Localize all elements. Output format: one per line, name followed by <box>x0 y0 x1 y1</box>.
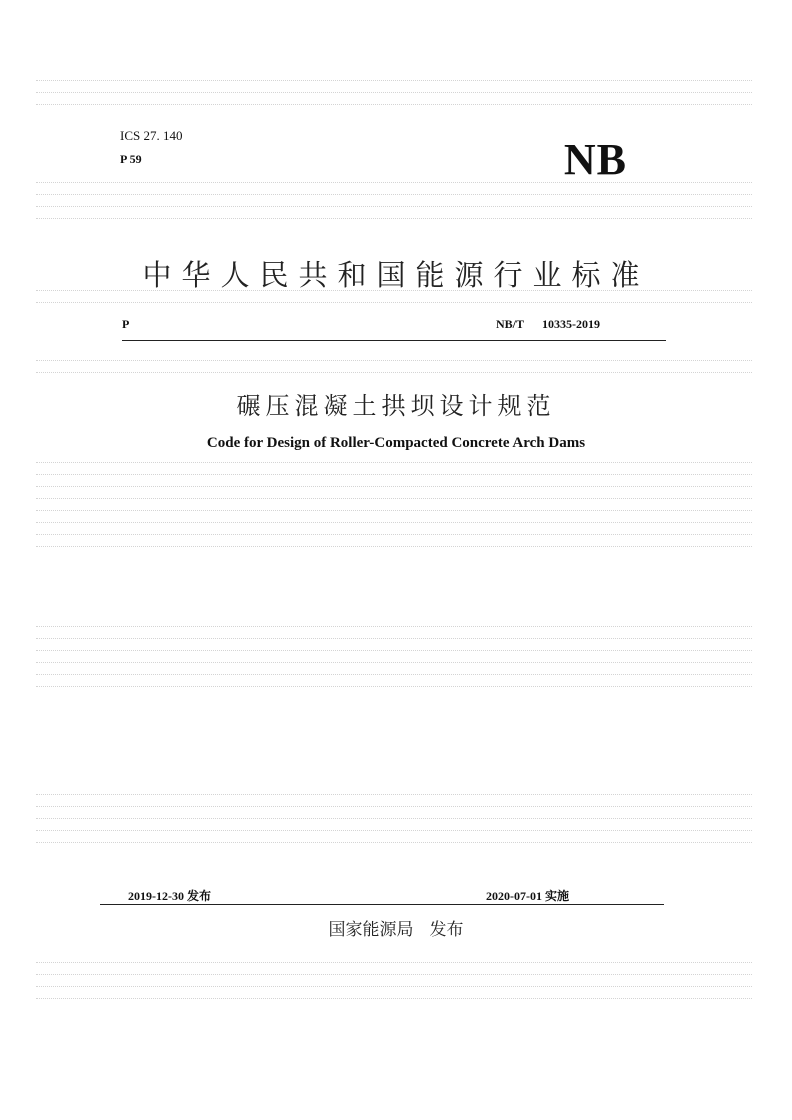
standard-year-number: 10335-2019 <box>542 317 601 331</box>
category-code: P 59 <box>120 152 142 166</box>
dotted-line <box>36 794 752 795</box>
dotted-line <box>36 522 752 523</box>
issuer-line <box>0 915 792 940</box>
issuer-action: 发布 <box>429 920 464 940</box>
dotted-line <box>36 842 752 843</box>
dotted-line <box>36 104 752 105</box>
ics-code: ICS 27. 140 <box>120 128 183 143</box>
dotted-line <box>36 80 752 81</box>
dotted-line <box>36 510 752 511</box>
dotted-line <box>36 462 752 463</box>
publish-date: 2019-12-30 发布 <box>128 889 211 903</box>
header-divider <box>122 340 666 341</box>
dotted-line <box>36 218 752 219</box>
chinese-title: 碾压混凝土拱坝设计规范 <box>236 392 556 420</box>
dotted-line <box>36 818 752 819</box>
dotted-line <box>36 674 752 675</box>
dotted-line <box>36 650 752 651</box>
dotted-line <box>36 206 752 207</box>
footer-divider <box>100 904 664 905</box>
dotted-line <box>36 662 752 663</box>
dotted-line <box>36 974 752 975</box>
standard-number <box>496 317 600 332</box>
dotted-line <box>36 194 752 195</box>
nb-logo: NB <box>563 135 627 184</box>
dotted-line <box>36 486 752 487</box>
dotted-line <box>36 546 752 547</box>
dotted-line <box>36 498 752 499</box>
standard-code: NB/T <box>496 317 525 331</box>
dotted-line <box>36 360 752 361</box>
standard-type-title: 中华人民共和国能源行业标准 <box>142 258 650 292</box>
dotted-line <box>36 686 752 687</box>
dotted-line <box>36 986 752 987</box>
dotted-line <box>36 626 752 627</box>
dotted-line <box>36 534 752 535</box>
implementation-date: 2020-07-01 实施 <box>486 889 569 903</box>
dotted-line <box>36 92 752 93</box>
english-title: Code for Design of Roller-Compacted Concrete Arch Dams <box>206 435 586 451</box>
dotted-line <box>36 962 752 963</box>
dotted-line <box>36 830 752 831</box>
dotted-line <box>36 806 752 807</box>
dotted-line <box>36 372 752 373</box>
dotted-line <box>36 474 752 475</box>
dotted-line <box>36 302 752 303</box>
dotted-line <box>36 638 752 639</box>
dotted-line <box>36 182 752 183</box>
issuer-name: 国家能源局 <box>328 920 414 940</box>
standard-prefix: P <box>122 317 130 331</box>
dotted-line <box>36 998 752 999</box>
